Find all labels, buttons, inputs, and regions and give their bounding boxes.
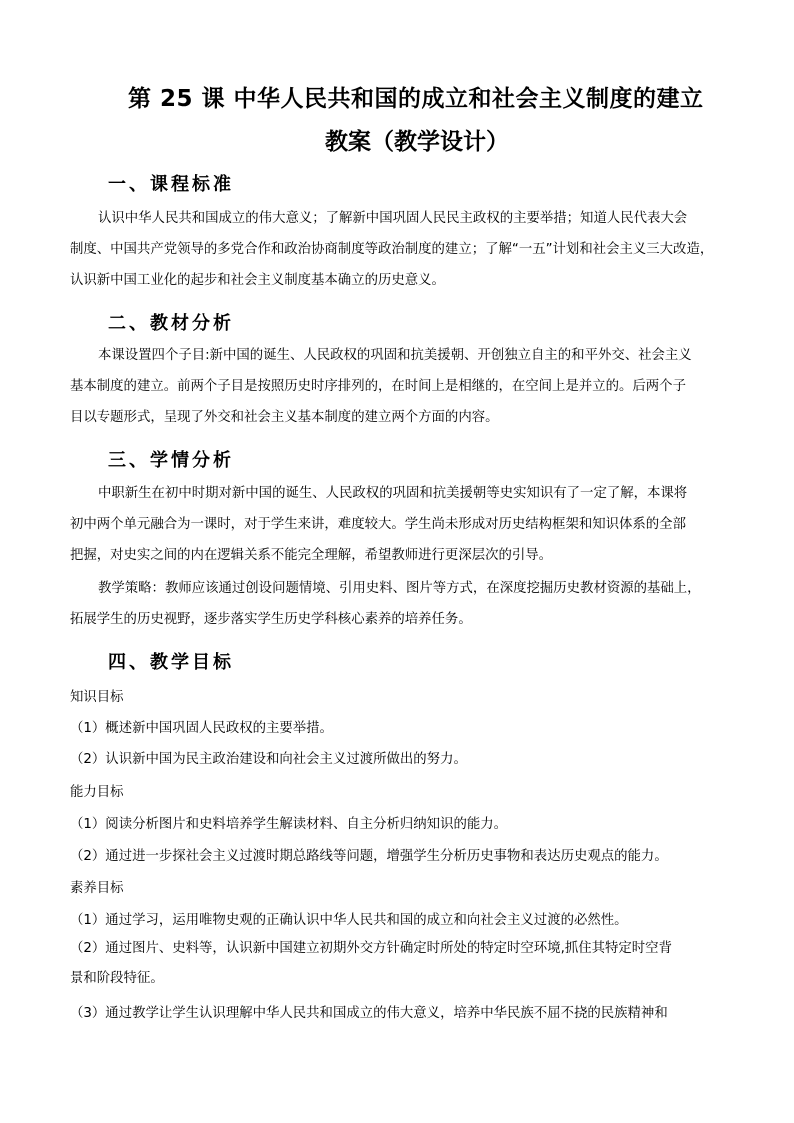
section-heading-textbook-analysis: 二、教材分析	[108, 313, 234, 334]
paragraph-line: 教学策略：教师应该通过创设问题情境、引用史料、图片等方式，在深度挖掘历史教材资源的基础上，	[98, 581, 701, 596]
paragraph-line: 本课设置四个子目:新中国的诞生、人民政权的巩固和抗美援朝、开创独立自主的和平外交、社会主义	[98, 348, 692, 363]
section-heading-teaching-objectives: 四、教学目标	[108, 652, 234, 673]
paragraph-line: 目以专题形式，呈现了外交和社会主义基本制度的建立两个方面的内容。	[70, 410, 499, 425]
paragraph-line: 认识新中国工业化的起步和社会主义制度基本确立的历史意义。	[70, 273, 445, 288]
knowledge-objective-1: （1）概述新中国巩固人民政权的主要举措。	[70, 721, 333, 736]
section-body-student-analysis	[70, 478, 732, 571]
section-heading-curriculum-standard: 一、课程标准	[108, 174, 234, 195]
ability-objective-2: （2）通过进一步探社会主义过渡时期总路线等问题，增强学生分析历史事物和表达历史观点的能力。	[70, 849, 668, 864]
literacy-objective-3: （3）通过教学让学生认识理解中华人民共和国成立的伟大意义，培养中华民族不屈不挠的民族精神和	[70, 1006, 668, 1021]
paragraph-line: 制度、中国共产党领导的多党合作和政治协商制度等政治制度的建立；了解“一五”计划和社会主义三大改造，	[70, 242, 714, 257]
paragraph-line: 拓展学生的历史视野，逐步落实学生历史学科核心素养的培养任务。	[70, 612, 472, 627]
paragraph-line: 景和阶段特征。	[70, 971, 164, 986]
section-body-curriculum-standard	[70, 203, 732, 296]
paragraph-line: 基本制度的建立。前两个子目是按照历史时序排列的，在时间上是相继的，在空间上是并立的。后两个子	[70, 379, 686, 394]
teaching-strategy-paragraph	[70, 573, 732, 635]
knowledge-objective-2: （2）认识新中国为民主政治建设和向社会主义过渡所做出的努力。	[70, 752, 467, 767]
paragraph-line: 认识中华人民共和国成立的伟大意义；了解新中国巩固人民民主政权的主要举措；知道人民代表大会	[98, 211, 688, 226]
paragraph-line: 中职新生在初中时期对新中国的诞生、人民政权的巩固和抗美援朝等史实知识有了一定了解，本课将	[98, 486, 688, 501]
document-title-line2: 教案（教学设计）	[325, 129, 509, 155]
ability-objective-1: （1）阅读分析图片和史料培养学生解读材料、自主分析归纳知识的能力。	[70, 817, 508, 832]
paragraph-line: 初中两个单元融合为一课时，对于学生来讲，难度较大。学生尚未形成对历史结构框架和知识体系的全部	[70, 517, 686, 532]
section-heading-student-analysis: 三、学情分析	[108, 450, 234, 471]
section-body-textbook-analysis	[70, 340, 732, 433]
document-title-line1: 第 25 课 中华人民共和国的成立和社会主义制度的建立	[128, 86, 704, 112]
literacy-objectives-label: 素养目标	[70, 881, 124, 896]
literacy-objective-2	[70, 934, 732, 994]
ability-objectives-label: 能力目标	[70, 785, 124, 800]
knowledge-objectives-label: 知识目标	[70, 690, 124, 705]
literacy-objective-1: （1）通过学习，运用唯物史观的正确认识中华人民共和国的成立和向社会主义过渡的必然性。	[70, 913, 628, 928]
paragraph-line: 把握，对史实之间的内在逻辑关系不能完全理解，希望教师进行更深层次的引导。	[70, 548, 553, 563]
paragraph-line: （2）通过图片、史料等，认识新中国建立初期外交方针确定时所处的特定时空环境,抓住其特定时空背	[70, 941, 672, 956]
